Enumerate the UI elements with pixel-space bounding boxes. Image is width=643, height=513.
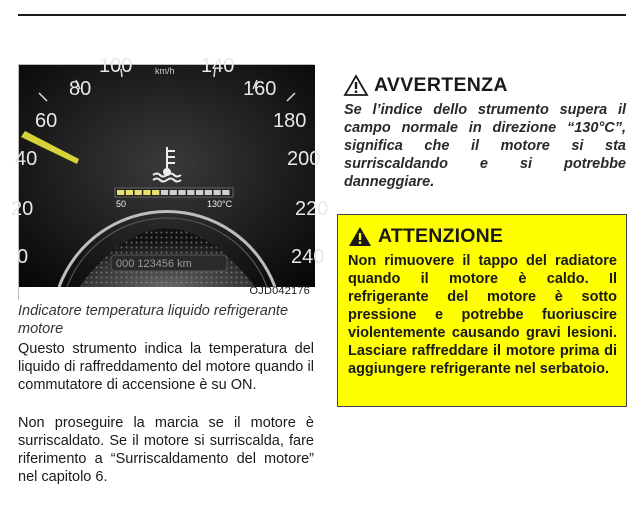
caution-box: [337, 214, 627, 407]
caution-text: Non rimuovere il tappo del radiatore quando il motore è caldo. Il refrigerante del motore è sotto pressione e potrebbe fuoriuscire violentemente causando gravi lesioni. Lasciare raffreddare il motore prima di aggiungere refrigerante nel serbatoio.: [348, 253, 617, 377]
speed-label-240: 240: [291, 246, 325, 268]
odometer-readout: 000 123456 km: [116, 258, 192, 270]
warning-section: [344, 74, 626, 191]
body-paragraph-2: Non proseguire la marcia se il motore è surriscaldato. Se il motore si surriscalda, fare riferimento a “Surriscaldamento del motore” nel capitolo 6.: [18, 415, 314, 485]
speed-label-160: 160: [243, 78, 277, 100]
temperature-segment: [222, 190, 229, 195]
figure-caption: Indicatore temperatura liquido refrigerante motore: [18, 303, 289, 337]
temperature-segment: [178, 190, 185, 195]
photo-code: OJD042176: [249, 285, 310, 297]
speed-label-0: 0: [17, 246, 29, 268]
warning-text: Se l’indice dello strumento supera il campo normale in direzione “130°C”, significa che il motore si sta surriscaldando e si potrebbe danneggiare.: [344, 102, 626, 190]
temperature-segment: [152, 190, 159, 195]
body-paragraph-1: Questo strumento indica la temperatura del liquido di raffreddamento del motore quando il commutatore di accensione è su ON.: [18, 341, 314, 393]
speed-label-100: 100: [99, 55, 133, 77]
caution-title: ATTENZIONE: [378, 225, 504, 247]
temperature-segment: [170, 190, 177, 195]
temperature-segment: [126, 190, 133, 195]
temperature-segment: [135, 190, 142, 195]
speed-label-220: 220: [295, 198, 329, 220]
temperature-segment: [187, 190, 194, 195]
caution-triangle-icon: [348, 226, 372, 247]
temperature-segment: [161, 190, 168, 195]
temperature-segment: [117, 190, 124, 195]
speed-label-40: 40: [15, 148, 38, 170]
temperature-segment: [213, 190, 220, 195]
temperature-segment: [143, 190, 150, 195]
speed-label-20: 20: [11, 198, 34, 220]
speed-label-200: 200: [287, 148, 321, 170]
warning-title: AVVERTENZA: [374, 74, 508, 96]
speed-label-140: 140: [201, 55, 235, 77]
speed-unit: km/h: [155, 66, 175, 76]
temperature-segment: [196, 190, 203, 195]
top-rule: [18, 14, 626, 16]
temperature-segment: [205, 190, 212, 195]
speed-label-80: 80: [69, 78, 92, 100]
gauge-min-label: 50: [116, 199, 127, 209]
warning-triangle-icon: [344, 75, 368, 96]
speed-label-60: 60: [35, 110, 58, 132]
gauge-max-label: 130°C: [207, 199, 233, 209]
instrument-cluster-photo: [11, 55, 329, 300]
speed-label-180: 180: [273, 110, 307, 132]
